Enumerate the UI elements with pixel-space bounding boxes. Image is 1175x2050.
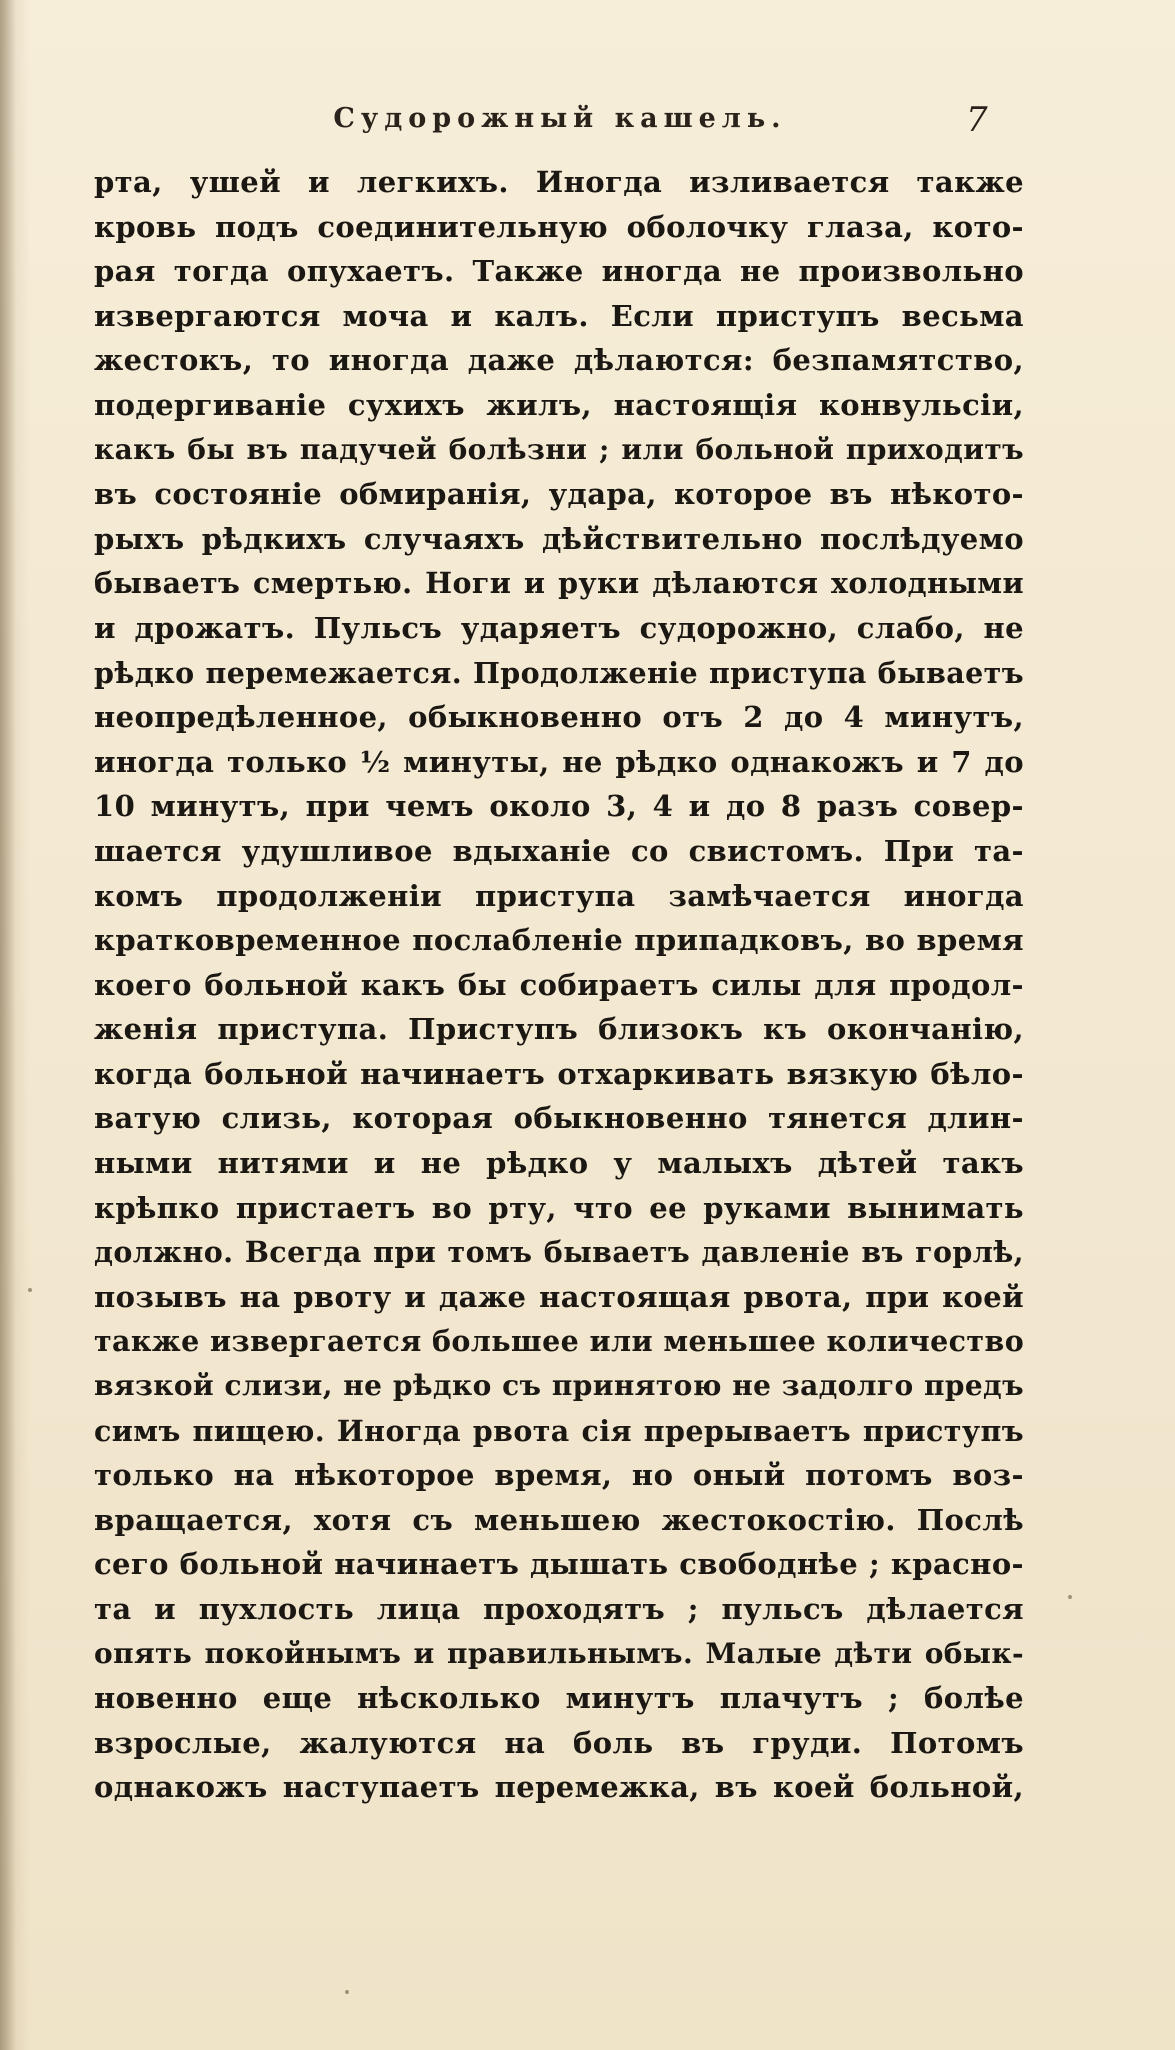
text-line: симъ пищею. Иногда рвота сія прерываетъ приступъ (94, 1413, 1024, 1448)
text-line: только на нѣкоторое время, но оный потомъ воз- (94, 1458, 1024, 1493)
text-line: позывъ на рвоту и даже настоящая рвота, при коей (94, 1279, 1024, 1314)
text-line: неопредѣленное, обыкновенно отъ 2 до 4 минутъ, (94, 700, 1024, 735)
text-line: кратковременное послабленіе припадковъ, во время (94, 923, 1024, 958)
text-line: бываетъ смертью. Ноги и руки дѣлаются холодными (94, 566, 1024, 601)
text-line: жестокъ, то иногда даже дѣлаются: безпамятство, (94, 343, 1024, 378)
page-number: 7 (966, 100, 988, 140)
text-line: вязкой слизи, не рѣдко съ принятою не задолго предъ (94, 1369, 1024, 1403)
text-line: ными нитями и не рѣдко у малыхъ дѣтей такъ (94, 1146, 1024, 1181)
text-line: подергиваніе сухихъ жилъ, настоящія конвульсіи, (94, 387, 1024, 422)
paper-speck (28, 1288, 32, 1292)
text-line: рая тогда опухаетъ. Также иногда не произвольно (94, 254, 1024, 289)
spine-shadow (0, 0, 16, 2050)
text-line: вращается, хотя съ меньшею жестокостію. Послѣ (94, 1502, 1024, 1537)
text-line: въ состояніе обмиранія, удара, которое въ нѣкото- (94, 477, 1024, 512)
text-line: та и пухлость лица проходятъ ; пульсъ дѣлается (94, 1592, 1024, 1626)
text-line: рѣдко перемежается. Продолженіе приступа бываетъ (94, 655, 1024, 690)
text-line: кровь подъ соединительную оболочку глаза, кото- (94, 209, 1024, 244)
text-line: коего больной какъ бы собираетъ силы для продол- (94, 967, 1024, 1002)
text-line: крѣпко пристаетъ во рту, что ее руками вынимать (94, 1190, 1024, 1225)
text-line: извергаются моча и калъ. Если приступъ весьма (94, 298, 1024, 333)
text-line: иногда только ½ минуты, не рѣдко однакожъ и 7 до (94, 744, 1024, 779)
text-line: шается удушливое вдыханіе со свистомъ. При та- (94, 833, 1024, 868)
text-line: опять покойнымъ и правильнымъ. Малые дѣти обык- (94, 1636, 1024, 1670)
running-title: Судорожный кашель. (333, 103, 787, 134)
text-line: какъ бы въ падучей болѣзни ; или больной приходитъ (94, 432, 1024, 466)
text-line: когда больной начинаетъ отхаркивать вязкую бѣло- (94, 1056, 1024, 1091)
text-line: и дрожатъ. Пульсъ ударяетъ судорожно, слабо, не (94, 610, 1024, 645)
text-line: однакожъ наступаетъ перемежка, въ коей больной, (94, 1770, 1024, 1805)
text-line: рыхъ рѣдкихъ случаяхъ дѣйствительно послѣдуемо (94, 521, 1024, 556)
text-line: комъ продолженіи приступа замѣчается иногда (94, 878, 1024, 913)
text-line: также извергается большее или меньшее количество (94, 1324, 1025, 1359)
text-line: взрослые, жалуются на боль въ груди. Потомъ (94, 1725, 1024, 1760)
text-line: женія приступа. Приступъ близокъ къ окончанію, (94, 1012, 1024, 1047)
text-line: должно. Всегда при томъ бываетъ давленіе въ горлѣ, (94, 1235, 1024, 1270)
text-line: новенно еще нѣсколько минутъ плачутъ ; болѣе (94, 1681, 1024, 1716)
text-line: сего больной начинаетъ дышать свободнѣе ; красно- (94, 1547, 1024, 1582)
text-line: ватую слизь, которая обыкновенно тянется длин- (94, 1101, 1024, 1136)
body-text (94, 160, 1024, 1810)
paper-speck (345, 1990, 349, 1994)
text-line: 10 минутъ, при чемъ около 3, 4 и до 8 разъ совер- (94, 789, 1024, 824)
paper-speck (1068, 1595, 1072, 1599)
text-line: рта, ушей и легкихъ. Иногда изливается также (94, 165, 1024, 199)
